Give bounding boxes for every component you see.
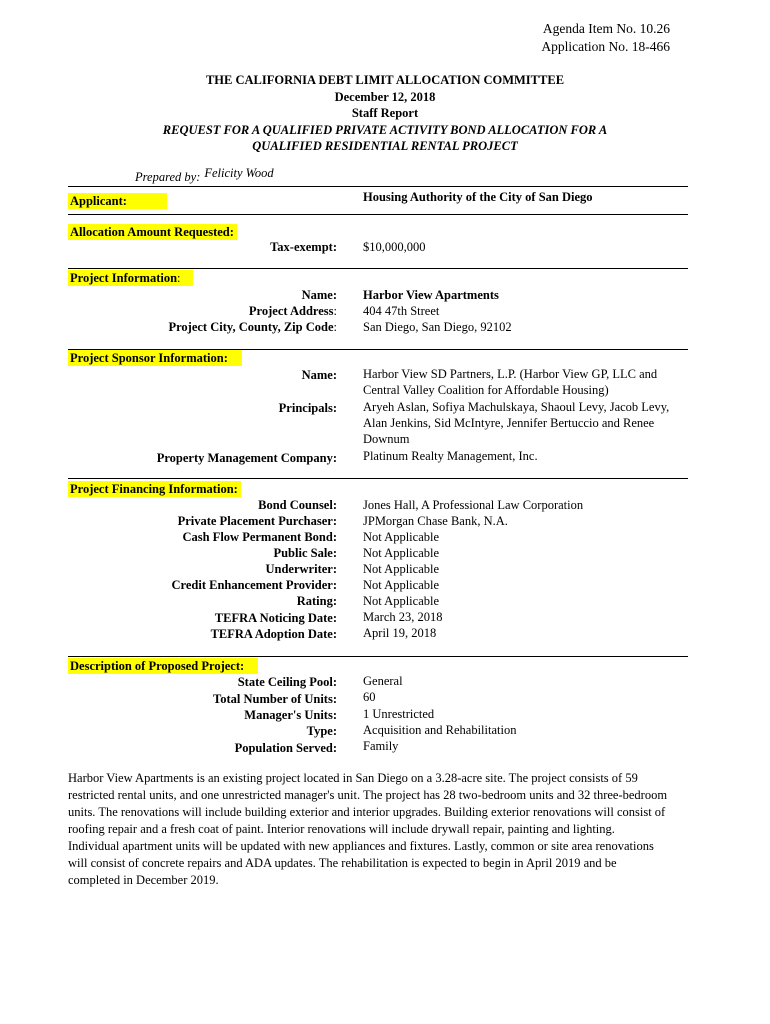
allocation-section: [68, 224, 237, 240]
description-row-value: 1 Unrestricted: [363, 707, 435, 721]
applicant-label: Applicant:: [68, 193, 167, 209]
financing-row-label: Underwriter:: [265, 562, 337, 576]
project-city-label: [168, 319, 337, 335]
section-divider: [68, 478, 688, 479]
request-title-line2: QUALIFIED RESIDENTIAL RENTAL PROJECT: [252, 139, 518, 153]
project-city-value: San Diego, San Diego, 92102: [363, 320, 512, 334]
allocation-label: Allocation Amount Requested:: [68, 224, 237, 240]
request-title-line1: REQUEST FOR A QUALIFIED PRIVATE ACTIVITY BOND ALLOCATION FOR A: [162, 122, 608, 137]
tax-exempt-label: Tax-exempt:: [270, 240, 337, 254]
financing-row-label: Bond Counsel:: [258, 498, 337, 512]
project-address-value: 404 47th Street: [363, 304, 440, 318]
sponsor-section: [68, 350, 242, 366]
description-row-value: 60: [363, 690, 376, 704]
financing-label: Project Financing Information:: [68, 481, 241, 497]
prepared-by: [135, 166, 274, 185]
description-row-label: Type:: [306, 724, 337, 738]
project-city-label-text: Project City, County, Zip Code: [168, 320, 334, 334]
financing-row-label: TEFRA Noticing Date:: [214, 611, 337, 625]
sponsor-label: Project Sponsor Information:: [68, 350, 242, 366]
prepared-by-label: Prepared by:: [135, 170, 201, 184]
section-divider: [68, 186, 688, 187]
sponsor-name-value: Harbor View SD Partners, L.P. (Harbor View GP, LLC and Central Valley Coalition for Affordable Housing): [363, 367, 658, 397]
financing-row-value: Not Applicable: [363, 578, 440, 592]
financing-row-value: Jones Hall, A Professional Law Corporation: [363, 498, 584, 512]
description-row-value: General: [363, 674, 403, 688]
property-management-value: Platinum Realty Management, Inc.: [363, 449, 538, 463]
project-address-colon: :: [333, 304, 337, 318]
application-number: Application No. 18-466: [541, 39, 670, 54]
sponsor-name-label: Name:: [301, 368, 337, 382]
description-section: [68, 658, 258, 674]
principals-label: Principals:: [278, 401, 337, 415]
committee-title: THE CALIFORNIA DEBT LIMIT ALLOCATION COMMITTEE: [205, 73, 565, 87]
description-row-value: Acquisition and Rehabilitation: [363, 723, 517, 737]
project-address-label-text: Project Address: [248, 304, 334, 318]
project-info-colon: :: [177, 271, 181, 285]
property-management-label: Property Management Company:: [156, 451, 337, 465]
project-name-value: Harbor View Apartments: [363, 288, 499, 302]
applicant-value: Housing Authority of the City of San Diego: [363, 190, 593, 204]
report-type: Staff Report: [351, 106, 419, 120]
financing-row-value: Not Applicable: [363, 546, 440, 560]
financing-row-label: Private Placement Purchaser:: [177, 514, 337, 528]
section-divider: [68, 214, 688, 215]
agenda-reference: [541, 20, 670, 56]
project-description-paragraph: Harbor View Apartments is an existing project located in San Diego on a 3.28-acre site. The project consists of 59 restricted rental units, and one unrestricted manager's unit. The project has 28 two-bedroom units and 32 three-bedroom units. The renovations will include building exterior and interior upgrades. Building exterior renovations will consist of roofing repair and a fresh coat of paint. Interior renovations will include drywall repair, painting and lighting. Individual apartment units will be updated with new appliances and fixtures. Lastly, common or site area renovations will consist of concrete repairs and ADA updates. The rehabilitation is expected to begin in April 2019 and be completed in December 2019.: [68, 771, 668, 887]
description-row-value: Family: [363, 739, 399, 753]
financing-row-label: Rating:: [296, 594, 337, 608]
financing-row-label: Cash Flow Permanent Bond:: [182, 530, 337, 544]
description-row-label: State Ceiling Pool:: [237, 675, 337, 689]
description-row-label: Total Number of Units:: [213, 692, 337, 706]
financing-row-value: Not Applicable: [363, 530, 440, 544]
agenda-item-number: Agenda Item No. 10.26: [542, 21, 670, 36]
tax-exempt-value: $10,000,000: [363, 240, 426, 254]
financing-row-label: Public Sale:: [273, 546, 337, 560]
financing-row-value: March 23, 2018: [363, 610, 443, 624]
financing-row-value: Not Applicable: [363, 562, 440, 576]
description-row-label: Population Served:: [234, 741, 337, 755]
project-info-section: [68, 270, 193, 286]
financing-row-value: April 19, 2018: [363, 626, 437, 640]
project-info-label: Project Information: [70, 271, 178, 285]
project-name-label: Name:: [301, 288, 337, 302]
project-city-colon: :: [333, 320, 337, 334]
section-divider: [68, 268, 688, 269]
financing-row-value: Not Applicable: [363, 594, 440, 608]
description-label: Description of Proposed Project:: [68, 658, 258, 674]
financing-row-label: TEFRA Adoption Date:: [210, 627, 337, 641]
prepared-by-name: Felicity Wood: [204, 166, 274, 180]
applicant-section: [68, 193, 167, 209]
report-header: [0, 72, 770, 155]
section-divider: [68, 656, 688, 657]
project-address-label: [249, 303, 337, 319]
financing-section: [68, 481, 241, 497]
principals-value: Aryeh Aslan, Sofiya Machulskaya, Shaoul Levy, Jacob Levy, Alan Jenkins, Sid McIntyre, Jennifer Bertuccio and Renee Downum: [363, 400, 670, 446]
financing-row-label: Credit Enhancement Provider:: [171, 578, 337, 592]
report-date: December 12, 2018: [334, 89, 436, 104]
financing-row-value: JPMorgan Chase Bank, N.A.: [363, 514, 508, 528]
description-row-label: Manager's Units:: [244, 708, 337, 722]
